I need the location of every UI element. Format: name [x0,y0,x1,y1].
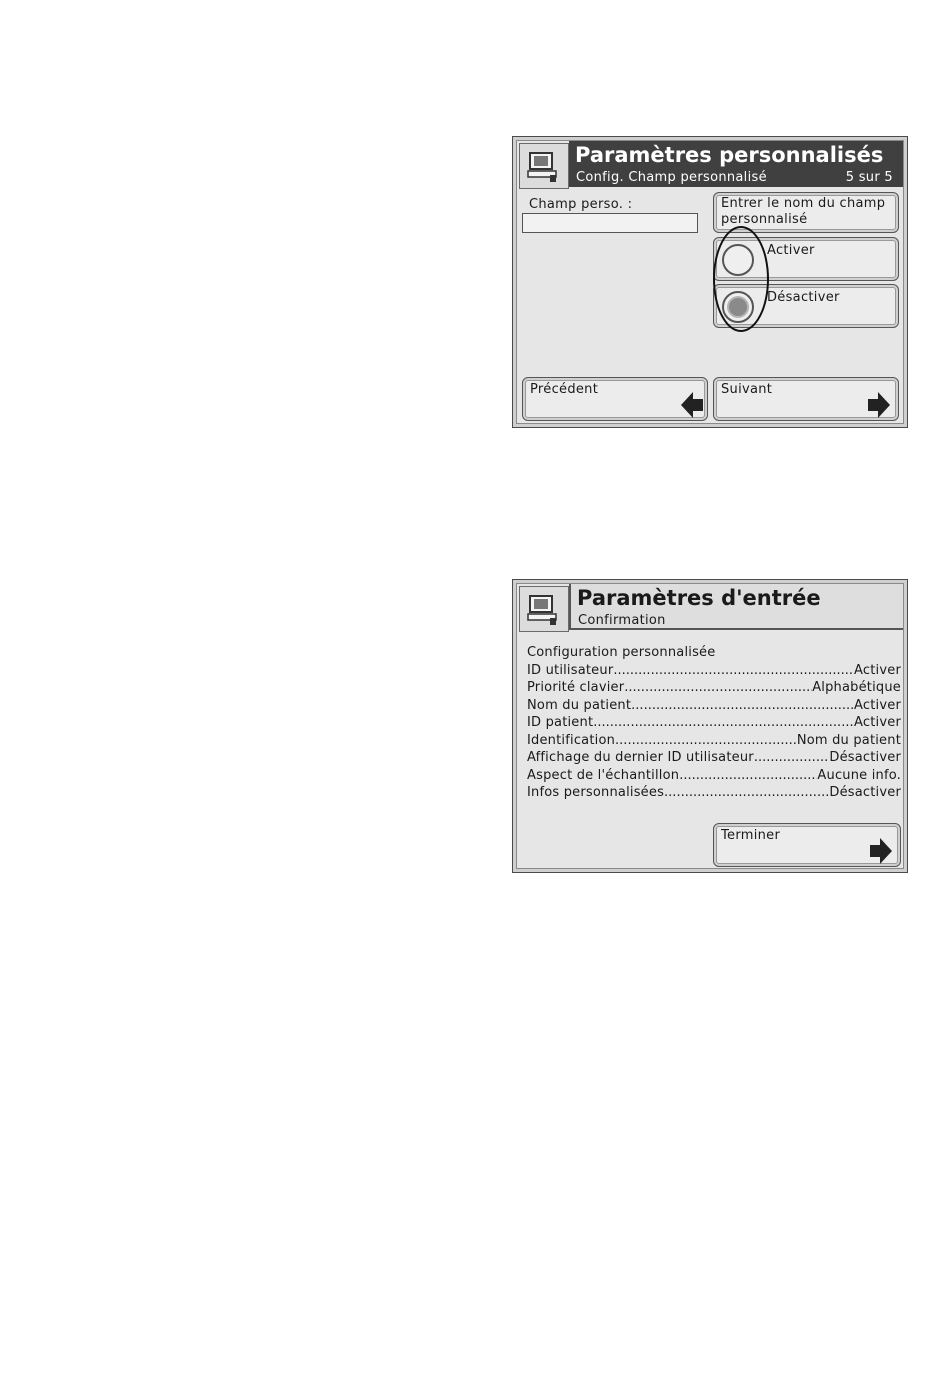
finish-button-label: Terminer [721,828,781,843]
next-button[interactable] [713,377,899,421]
dot-leader [679,767,817,785]
radio-desactiver[interactable] [722,291,754,323]
enter-field-name-label: Entrer le nom du champ personnalisé [721,196,886,227]
confirmation-summary [527,644,901,802]
row-value: Activer [854,662,901,678]
option-desactiver[interactable] [713,284,899,328]
previous-button-label: Précédent [530,382,599,397]
row-value: Désactiver [829,785,901,800]
dot-leader [593,714,854,732]
custom-field-label: Champ perso. : [529,197,633,212]
page-title: Paramètres personnalisés [575,143,884,167]
summary-row [527,697,901,715]
option-desactiver-label: Désactiver [767,290,840,305]
next-button-label: Suivant [721,382,773,397]
summary-row [527,714,901,732]
row-value: Activer [854,715,901,730]
page-subtitle: Confirmation [578,613,666,628]
row-key: Affichage du dernier ID utilisateur [527,750,754,765]
input-settings-screen [512,579,908,873]
row-key: Priorité clavier [527,680,625,695]
dot-leader [754,749,830,767]
custom-field-input[interactable] [522,213,698,233]
option-activer-label: Activer [767,243,815,258]
summary-row [527,679,901,697]
page-counter: 5 sur 5 [845,170,893,185]
row-value: Nom du patient [796,732,901,748]
row-key: Identification [527,732,616,748]
row-key: ID patient [527,715,594,730]
row-value: Désactiver [829,750,901,765]
summary-heading: Configuration personnalisée [527,645,716,660]
page-title: Paramètres d'entrée [577,586,821,610]
row-key: Aspect de l'échantillon [527,767,680,783]
dot-leader [664,784,829,802]
radio-activer[interactable] [722,244,754,276]
page-subtitle: Config. Champ personnalisé [576,170,767,185]
dot-leader [631,697,854,715]
dot-leader [615,732,797,750]
row-value: Aucune info. [817,767,901,783]
option-activer[interactable] [713,237,899,281]
previous-button[interactable] [522,377,708,421]
custom-settings-screen [512,136,908,428]
row-key: Infos personnalisées [527,785,665,800]
title-bar [569,584,903,630]
device-screen-icon [519,586,569,632]
device-screen-icon [519,143,569,189]
summary-row [527,784,901,802]
enter-field-name-button[interactable] [713,192,899,233]
summary-row [527,749,901,767]
row-key: ID utilisateur [527,662,614,678]
dot-leader [624,679,812,697]
finish-button[interactable] [713,823,901,867]
title-bar [569,141,903,187]
row-value: Activer [854,697,901,713]
row-key: Nom du patient [527,697,632,713]
summary-row [527,732,901,750]
summary-row [527,662,901,680]
row-value: Alphabétique [812,680,901,695]
summary-row [527,767,901,785]
dot-leader [613,662,854,680]
